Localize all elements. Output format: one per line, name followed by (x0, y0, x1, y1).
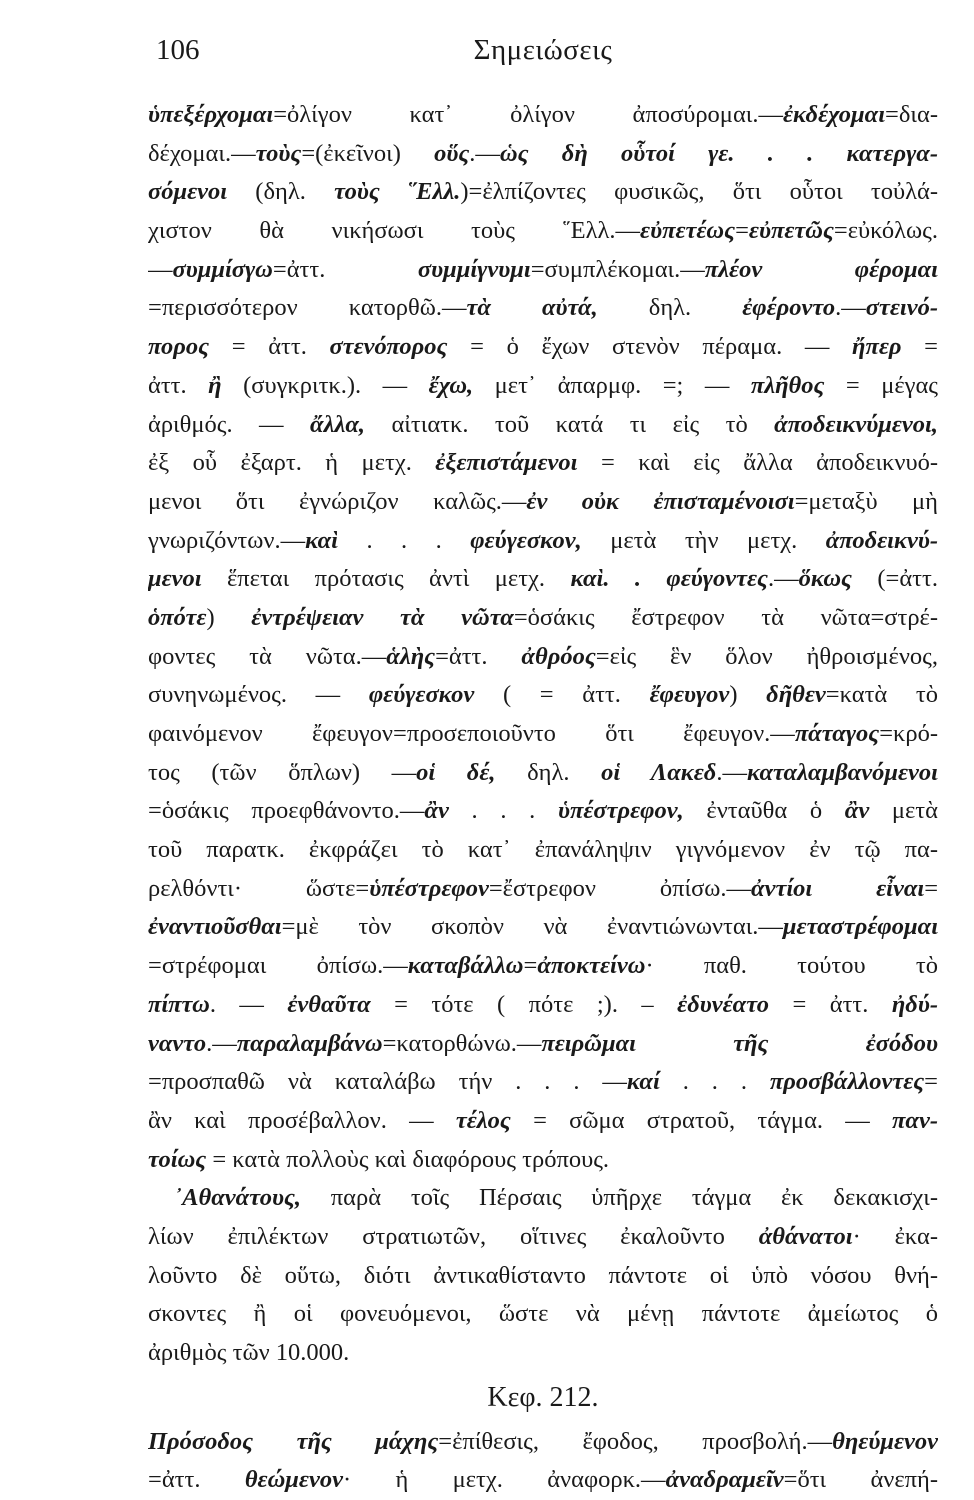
text-line: φαινόμενον ἔφευγον=προσεποιοῦντο ὅτι ἔφευγον.—πάταγος=κρό- (148, 720, 938, 747)
text-line: τος (τῶν ὅπλων) —οἱ δέ, δηλ. οἱ Λακεδ.—καταλαμβανόμενοι (148, 758, 938, 786)
notes-paragraph-2 (148, 1179, 938, 1372)
text-line: πορος = ἀττ. στενόπορος = ὁ ἔχων στενὸν πέραμα. — ἤπερ = (148, 333, 938, 361)
text-line: =ἀττ. θεώμενον· ἡ μετχ. ἀναφορκ.—ἀναδραμεῖν=ὅτι ἀνεπή- (148, 1466, 938, 1494)
text-line: ἀριθμός. — ἄλλα, αἰτιατκ. τοῦ κατά τι εἰς τὸ ἀποδεικνύμενοι, (148, 410, 938, 438)
text-line: ἀττ. ἢ (συγκριτκ.). — ἔχω, μετ᾽ ἀπαρμφ. =; — πλῆθος = μέγας (148, 371, 938, 399)
body-text (148, 96, 938, 1500)
text-line: μενοι ἕπεται πρότασις ἀντὶ μετχ. καὶ. . φεύγοντες.—ὅκως (=ἀττ. (148, 565, 938, 593)
text-line: =περισσότερον κατορθῶ.—τὰ αὐτά, δηλ. ἐφέροντο.—στεινό- (148, 294, 938, 322)
text-line: σόμενοι (δηλ. τοὺς ῞Ελλ.)=ἐλπίζοντες φυσικῶς, ὅτι οὗτοι τοὐλά- (148, 178, 938, 206)
running-head (148, 30, 938, 70)
text-line: ἐξ οὗ ἐξαρτ. ἡ μετχ. ἐξεπιστάμενοι = καὶ εἰς ἄλλα ἀποδεικνυό- (148, 449, 938, 477)
text-line: =στρέφομαι ὀπίσω.—καταβάλλω=ἀποκτείνω· παθ. τούτου τὸ (148, 952, 938, 980)
text-line: φοντες τὰ νῶτα.—ἁλὴς=ἀττ. ἀθρόος=εἰς ἓν ὅλον ἠθροισμένος, (148, 642, 938, 670)
text-line: =ὁσάκις προεφθάνοντο.—ἂν . . . ὑπέστρεφον, ἐνταῦθα ὁ ἂν μετὰ (148, 797, 938, 825)
text-line: ἀριθμὸς τῶν 10.000. (148, 1339, 350, 1366)
text-line: τοίως = κατὰ πολλοὺς καὶ διαφόρους τρόπους. (148, 1145, 610, 1173)
text-line: Πρόσοδος τῆς μάχης=ἐπίθεσις, ἔφοδος, προσβολή.—θηεύμενον (148, 1427, 938, 1455)
text-line: ᾽Αθανάτους, παρὰ τοῖς Πέρσαις ὑπῆρχε τάγμα ἐκ δεκακισχι- (174, 1184, 938, 1212)
text-line: ἐναντιοῦσθαι=μὲ τὸν σκοπὸν νὰ ἐναντιώνωνται.—μεταστρέφομαι (148, 913, 938, 941)
text-line: —συμμίσγω=ἀττ. συμμίγνυμι=συμπλέκομαι.—πλέον φέρομαι (148, 255, 938, 283)
text-line: ρελθόντι· ὥστε=ὑπέστρεφον=ἔστρεφον ὀπίσω.—ἀντίοι εἶναι= (148, 874, 938, 902)
text-line: μενοι ὅτι ἐγνώριζον καλῶς.—ἐν οὐκ ἐπισταμένοισι=μεταξὺ μὴ (148, 487, 938, 515)
text-line: ναντο.—παραλαμβάνω=κατορθώνω.—πειρῶμαι τῆς ἐσόδου (148, 1029, 938, 1057)
text-line: λοῦντο δὲ οὕτω, διότι ἀντικαθίσταντο πάντοτε οἱ ὑπὸ νόσου θνή- (148, 1261, 938, 1289)
text-line: =προσπαθῶ νὰ καταλάβω τήν . . . —καί . . . προσβάλλοντες= (148, 1068, 938, 1096)
text-line: λίων ἐπιλέκτων στρατιωτῶν, οἵτινες ἐκαλοῦντο ἀθάνατοι· ἐκα- (148, 1222, 938, 1250)
text-line: γνωριζόντων.—καὶ . . . φεύγεσκον, μετὰ τὴν μετχ. ἀποδεικνύ- (148, 526, 938, 554)
header-title: Σημειώσεις (473, 34, 613, 66)
text-line: πίπτω. — ἐνθαῦτα = τότε ( πότε ;). – ἐδυνέατο = ἀττ. ἠδύ- (148, 990, 938, 1018)
text-line: ὁπότε) ἐντρέψειαν τὰ νῶτα=ὁσάκις ἔστρεφον τὰ νῶτα=στρέ- (148, 603, 938, 631)
notes-paragraph-3 (148, 1423, 938, 1500)
text-line: δέχομαι.—τοὺς=(ἐκεῖνοι) οὕς.—ὡς δὴ οὗτοί γε. . . κατεργα- (148, 139, 938, 167)
page-number: 106 (156, 34, 200, 66)
text-line: ὑπεξέρχομαι=ὀλίγον κατ᾽ ὀλίγον ἀποσύρομαι.—ἐκδέχομαι=δια- (148, 101, 938, 128)
text-line: σκοντες ἢ οἱ φονευόμενοι, ὥστε νὰ μένῃ πάντοτε ἀμείωτος ὁ (148, 1300, 938, 1328)
notes-paragraph-1 (148, 96, 938, 1179)
text-line: τοῦ παρατκ. ἐκφράζει τὸ κατ᾽ ἐπανάληψιν γιγνόμενον ἐν τῷ πα- (148, 836, 938, 864)
text-line: συνηνωμένος. — φεύγεσκον ( = ἀττ. ἔφευγον) δῆθεν=κατὰ τὸ (148, 681, 938, 709)
text-line: ἂν καὶ προσέβαλλον. — τέλος = σῶμα στρατοῦ, τάγμα. — παν- (148, 1106, 938, 1134)
chapter-heading: Κεφ. 212. (487, 1381, 599, 1413)
text-line: χιστον θὰ νικήσωσι τοὺς ῞Ελλ.—εὐπετέως=εὐπετῶς=εὐκόλως. (148, 217, 938, 245)
